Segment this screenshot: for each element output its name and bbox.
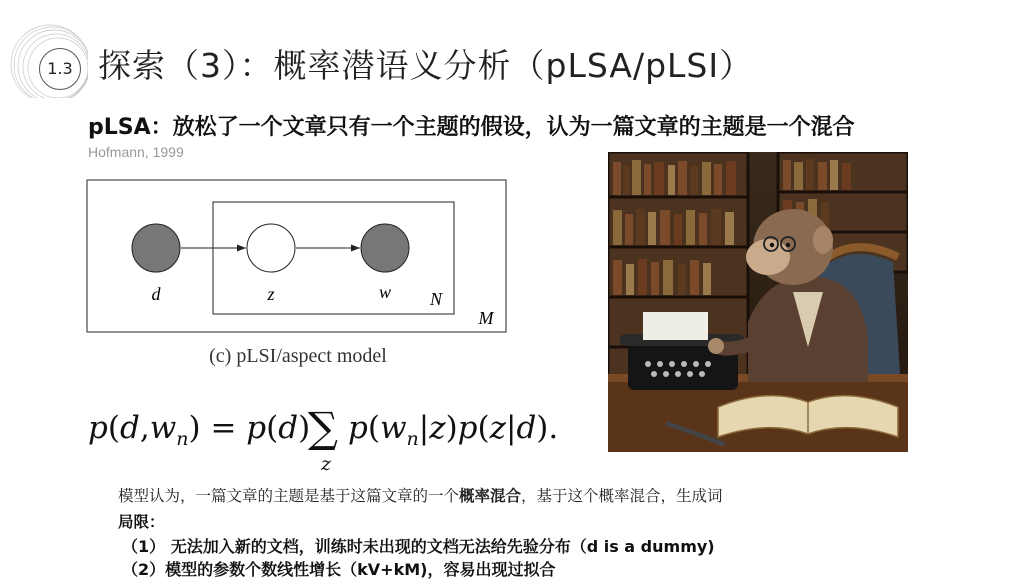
- svg-text:p(d,wn) = p(d): $p(d,w_n) = p(d)$: [88, 410, 311, 450]
- node-d: [132, 224, 180, 272]
- svg-text:∑: ∑: [308, 403, 338, 452]
- node-d-label: d: [151, 284, 161, 304]
- illustration: [608, 152, 908, 452]
- desc-bold: 概率混合: [459, 487, 522, 505]
- section-badge: [8, 18, 88, 98]
- desc-part1: 模型认为，一篇文章的主题是基于这篇文章的一个: [118, 487, 460, 505]
- plsi-plate-diagram: [86, 178, 516, 378]
- node-z-label: z: [267, 284, 275, 304]
- slide-title: 探索（3）：概率潜语义分析（pLSA/pLSI）: [98, 46, 754, 85]
- section-number: 1.3: [39, 48, 81, 90]
- limitations-title: 局限：: [118, 513, 165, 531]
- node-z: [247, 224, 295, 272]
- desc-part2: ，基于这个概率混合，生成词: [521, 487, 723, 505]
- slide-subtitle: pLSA：放松了一个文章只有一个主题的假设，认为一篇文章的主题是一个混合: [88, 115, 855, 140]
- citation: Hofmann, 1999: [88, 144, 184, 160]
- svg-text:p(wn|z)p(z|d).: $p(w_n|z)p(z|d)$.: [348, 410, 559, 450]
- node-w: [361, 224, 409, 272]
- plate-n-label: N: [429, 289, 443, 309]
- plate-m-label: M: [478, 308, 494, 328]
- limitation-item: （2）模型的参数个数线性增长（kV+kM)，容易出现过拟合: [122, 560, 556, 579]
- diagram-caption: (c) pLSI/aspect model: [209, 345, 387, 367]
- model-description: [118, 484, 723, 506]
- monkey-scholar-image: [608, 152, 908, 452]
- plsa-formula: [86, 398, 586, 480]
- node-w-label: w: [378, 282, 392, 302]
- svg-text:z: z: [321, 453, 332, 475]
- limitation-item: （1） 无法加入新的文档，训练时未出现的文档无法给先验分布（d is a dummy): [122, 537, 715, 556]
